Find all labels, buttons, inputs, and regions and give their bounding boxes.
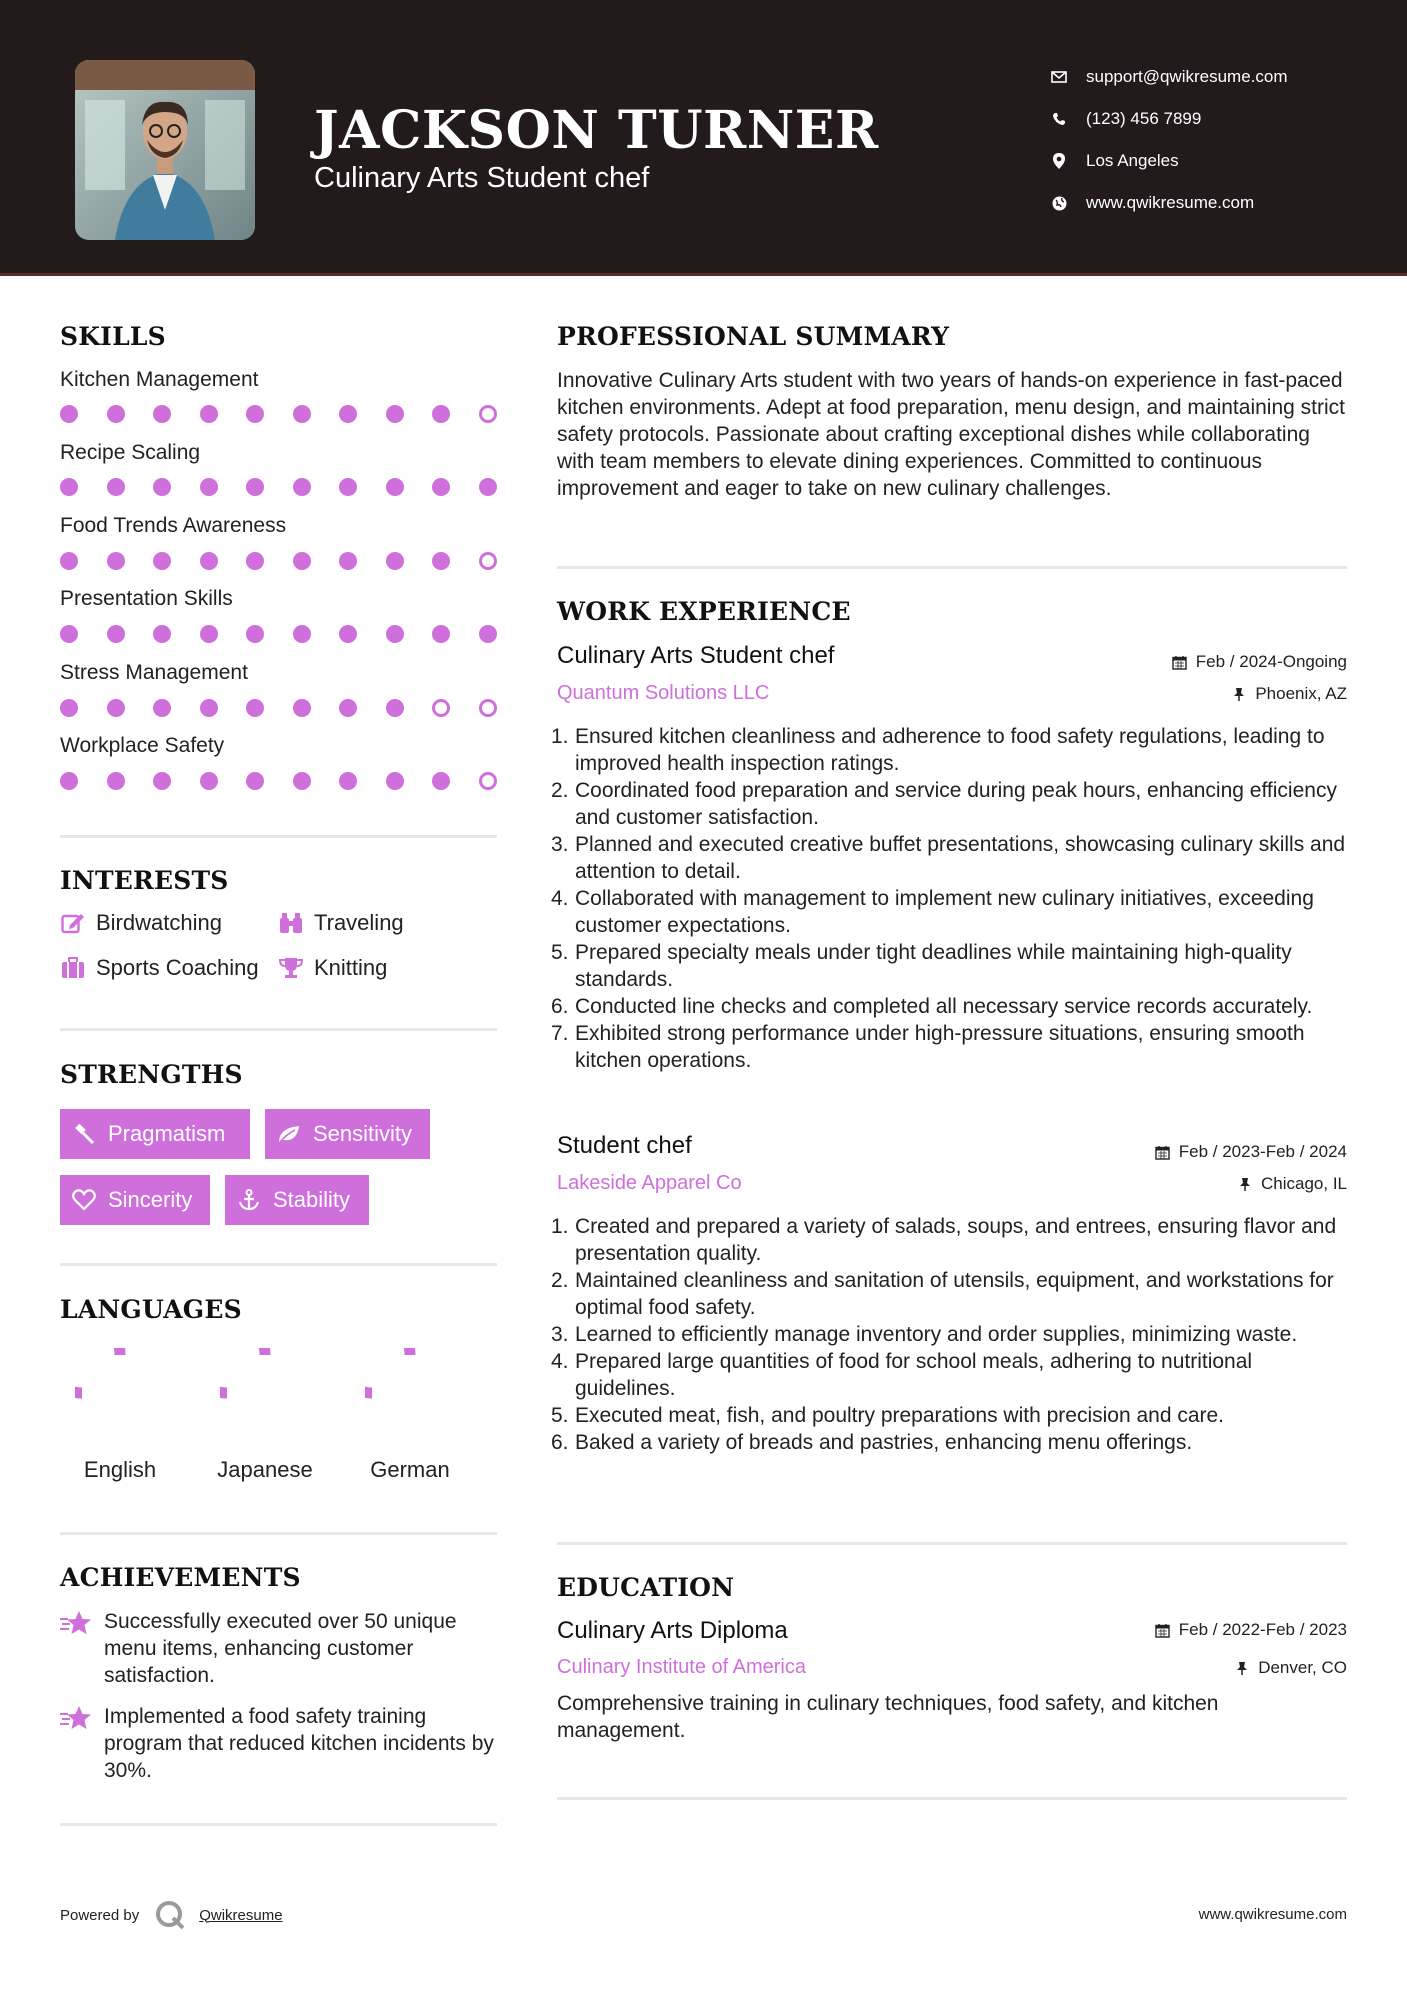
education-location <box>1234 1658 1347 1678</box>
bullet-number: 1. <box>551 1215 569 1238</box>
contact-phone[interactable] <box>1050 98 1390 140</box>
skill-dot-filled <box>200 699 218 717</box>
gavel-icon <box>72 1122 96 1146</box>
resume-header <box>0 0 1407 276</box>
skill-rating <box>60 552 500 572</box>
bullet-text: Planned and executed creative buffet presentations, showcasing culinary skills and attention to detail. <box>575 833 1346 883</box>
summary-text: Innovative Culinary Arts student with two years of hands-on experience in fast-paced kitchen environments. Adept at food preparation, menu design, and maintaining strict safety protocols. Passionate about crafting exceptional dishes while collaborating with team members to elevate dining experiences. Committed to continuous improvement and eager to take on new culinary challenges. <box>557 369 1345 500</box>
globe-icon <box>1050 194 1068 212</box>
skill-dot-filled <box>293 405 311 423</box>
skill-dot-filled <box>246 405 264 423</box>
skill-dot-filled <box>60 405 78 423</box>
skill-dot-filled <box>479 625 497 643</box>
bullet-number: 3. <box>551 1323 569 1346</box>
language-level-arc <box>220 1348 265 1393</box>
edit-icon <box>60 910 86 936</box>
strength-label: Pragmatism <box>108 1121 226 1146</box>
skill-rating <box>60 405 500 425</box>
contact-website-text: www.qwikresume.com <box>1086 193 1255 212</box>
job-bullet <box>551 1213 1352 1267</box>
education-dates <box>1155 1620 1347 1640</box>
binoculars-icon <box>278 910 304 936</box>
strength-label: Sincerity <box>108 1187 193 1212</box>
skill-dot-filled <box>153 552 171 570</box>
interest-item <box>60 910 222 936</box>
calendar-icon <box>1172 654 1188 670</box>
bullet-number: 6. <box>551 995 569 1018</box>
strength-tag <box>60 1109 250 1159</box>
skill-dot-filled <box>246 478 264 496</box>
education-description: Comprehensive training in culinary techniques, food safety, and kitchen management. <box>557 1692 1219 1742</box>
skill-dot-filled <box>432 478 450 496</box>
language-label: German <box>370 1457 450 1482</box>
job-bullet <box>551 885 1352 939</box>
bullet-text: Prepared large quantities of food for school meals, adhering to nutritional guidelines. <box>575 1350 1253 1400</box>
skill-dot-filled <box>293 625 311 643</box>
section-divider <box>60 1028 497 1031</box>
skill-dot-filled <box>293 478 311 496</box>
bullet-number: 4. <box>551 887 569 910</box>
skill-rating <box>60 625 500 645</box>
star-icon <box>60 1703 94 1784</box>
section-divider <box>60 1532 497 1535</box>
leaf-icon <box>277 1122 301 1146</box>
job-bullet <box>551 1267 1352 1321</box>
candidate-name: JACKSON TURNER <box>314 100 879 161</box>
skill-name: Recipe Scaling <box>60 441 201 464</box>
skill-dot-filled <box>200 405 218 423</box>
bullet-text: Baked a variety of breads and pastries, enhancing menu offerings. <box>575 1431 1193 1454</box>
strength-tag <box>265 1109 430 1159</box>
skill-dot-filled <box>60 772 78 790</box>
skill-name: Workplace Safety <box>60 734 225 757</box>
bullet-text: Executed meat, fish, and poultry preparations with precision and care. <box>575 1404 1225 1427</box>
anchor-icon <box>237 1188 261 1212</box>
skill-dot-filled <box>386 772 404 790</box>
achievement-text: Successfully executed over 50 unique menu items, enhancing customer satisfaction. <box>104 1610 457 1687</box>
interests-heading: INTERESTS <box>60 866 229 895</box>
job-bullets <box>551 1213 1352 1456</box>
job-bullet <box>551 1020 1352 1074</box>
job-bullet <box>551 831 1352 885</box>
skill-dot-filled <box>339 772 357 790</box>
skill-dot-filled <box>107 478 125 496</box>
skill-dot-filled <box>479 478 497 496</box>
interest-item <box>60 955 259 981</box>
calendar-icon <box>1155 1622 1171 1638</box>
bullet-number: 6. <box>551 1431 569 1454</box>
skills-heading: SKILLS <box>60 322 166 351</box>
language-label: Japanese <box>217 1457 313 1482</box>
job-dates-text: Feb / 2023-Feb / 2024 <box>1178 1142 1347 1161</box>
language-item <box>60 1348 180 1483</box>
skill-dot-filled <box>246 625 264 643</box>
interest-label: Knitting <box>314 955 388 980</box>
pushpin-icon <box>1231 686 1247 702</box>
skill-dot-filled <box>107 552 125 570</box>
skill-name: Stress Management <box>60 661 248 684</box>
skill-dot-filled <box>200 625 218 643</box>
skill-dot-filled <box>60 478 78 496</box>
skill-dot-filled <box>432 552 450 570</box>
job-location-text: Phoenix, AZ <box>1255 684 1347 703</box>
job-bullet <box>551 1429 1352 1456</box>
interest-item <box>278 955 387 981</box>
bullet-text: Ensured kitchen cleanliness and adherence to food safety regulations, leading to improved health inspection ratings. <box>575 725 1325 775</box>
skill-dot-empty <box>479 772 497 790</box>
skill-name: Presentation Skills <box>60 587 233 610</box>
achievements-heading: ACHIEVEMENTS <box>60 1563 301 1592</box>
section-divider <box>60 1823 497 1826</box>
envelope-icon <box>1050 68 1068 86</box>
bullet-text: Maintained cleanliness and sanitation of utensils, equipment, and workstations for optimal food safety. <box>575 1269 1334 1319</box>
skill-dot-filled <box>293 699 311 717</box>
profile-photo <box>75 60 255 240</box>
school-name: Culinary Institute of America <box>557 1656 806 1678</box>
skill-dot-filled <box>293 552 311 570</box>
skill-dot-filled <box>153 478 171 496</box>
skill-dot-empty <box>432 699 450 717</box>
language-ring <box>75 1348 165 1438</box>
job-bullets <box>551 723 1352 1074</box>
skill-dot-filled <box>107 625 125 643</box>
contact-list <box>1050 56 1390 224</box>
bullet-number: 2. <box>551 779 569 802</box>
skill-dot-filled <box>386 625 404 643</box>
job-dates <box>1172 652 1347 672</box>
language-item <box>205 1348 325 1483</box>
strength-tag <box>225 1175 369 1225</box>
skill-dot-filled <box>246 552 264 570</box>
bullet-text: Coordinated food preparation and service during peak hours, enhancing efficiency and customer satisfaction. <box>575 779 1337 829</box>
degree-title: Culinary Arts Diploma <box>557 1617 788 1644</box>
bullet-number: 7. <box>551 1022 569 1045</box>
language-level-arc <box>365 1348 410 1393</box>
achievement-item <box>60 1703 510 1784</box>
phone-icon <box>1050 110 1068 128</box>
skill-dot-filled <box>339 405 357 423</box>
skill-rating <box>60 478 500 498</box>
section-divider <box>557 566 1347 569</box>
skill-dot-filled <box>339 625 357 643</box>
contact-phone-text: (123) 456 7899 <box>1086 109 1202 128</box>
job-dates <box>1155 1142 1347 1162</box>
job-dates-text: Feb / 2024-Ongoing <box>1195 652 1347 671</box>
skill-dot-filled <box>339 552 357 570</box>
skill-dot-filled <box>153 772 171 790</box>
trophy-icon <box>278 955 304 981</box>
job-bullet <box>551 939 1352 993</box>
skill-dot-filled <box>386 552 404 570</box>
language-label: English <box>83 1457 157 1482</box>
job-title: Culinary Arts Student chef <box>557 642 835 669</box>
skill-dot-filled <box>386 478 404 496</box>
bullet-text: Exhibited strong performance under high-pressure situations, ensuring smooth kitchen operations. <box>575 1022 1305 1072</box>
bullet-text: Created and prepared a variety of salads, soups, and entrees, ensuring flavor and presentation quality. <box>575 1215 1337 1265</box>
interest-label: Traveling <box>314 910 404 935</box>
summary-heading: PROFESSIONAL SUMMARY <box>557 322 950 351</box>
contact-website[interactable] <box>1050 182 1390 224</box>
skill-dot-empty <box>479 405 497 423</box>
pushpin-icon <box>1237 1176 1253 1192</box>
candidate-title: Culinary Arts Student chef <box>314 162 650 194</box>
job-location-text: Chicago, IL <box>1261 1174 1347 1193</box>
bullet-number: 4. <box>551 1350 569 1373</box>
section-divider <box>60 835 497 838</box>
job-bullet <box>551 1402 1352 1429</box>
skill-dot-empty <box>479 552 497 570</box>
qwikresume-logo-icon <box>153 1898 187 1932</box>
footer-powered-by <box>60 1898 283 1932</box>
qwikresume-link[interactable]: Qwikresume <box>199 1906 283 1924</box>
bullet-text: Prepared specialty meals under tight deadlines while maintaining high-quality standards. <box>575 941 1292 991</box>
skill-dot-filled <box>107 405 125 423</box>
bullet-number: 2. <box>551 1269 569 1292</box>
skill-dot-filled <box>60 552 78 570</box>
job-bullet <box>551 723 1352 777</box>
job-bullet <box>551 993 1352 1020</box>
contact-email-text: support@qwikresume.com <box>1086 67 1288 86</box>
contact-location-text: Los Angeles <box>1086 151 1179 170</box>
skill-dot-filled <box>246 772 264 790</box>
section-divider <box>557 1797 1347 1800</box>
skill-dot-filled <box>200 552 218 570</box>
bullet-number: 3. <box>551 833 569 856</box>
job-bullet <box>551 1321 1352 1348</box>
skill-dot-filled <box>153 625 171 643</box>
skill-dot-filled <box>432 772 450 790</box>
skill-dot-filled <box>107 772 125 790</box>
strengths-heading: STRENGTHS <box>60 1060 243 1089</box>
skill-dot-filled <box>200 478 218 496</box>
pushpin-icon <box>1234 1660 1250 1676</box>
skill-dot-filled <box>339 478 357 496</box>
briefcase-icon <box>60 955 86 981</box>
bullet-text: Learned to efficiently manage inventory and order supplies, minimizing waste. <box>575 1323 1298 1346</box>
bullet-text: Conducted line checks and completed all necessary service records accurately. <box>575 995 1313 1018</box>
skill-rating <box>60 699 500 719</box>
education-dates-text: Feb / 2022-Feb / 2023 <box>1178 1620 1347 1639</box>
bullet-number: 5. <box>551 941 569 964</box>
experience-heading: WORK EXPERIENCE <box>557 597 851 626</box>
company-name: Lakeside Apparel Co <box>557 1172 742 1194</box>
skill-dot-filled <box>153 405 171 423</box>
education-heading: EDUCATION <box>557 1573 735 1602</box>
footer-website[interactable]: www.qwikresume.com <box>1198 1906 1347 1923</box>
skill-dot-empty <box>479 699 497 717</box>
job-location <box>1231 684 1347 704</box>
strength-label: Stability <box>273 1187 351 1212</box>
calendar-icon <box>1155 1144 1171 1160</box>
map-pin-icon <box>1050 152 1068 170</box>
job-location <box>1237 1174 1347 1194</box>
skill-name: Kitchen Management <box>60 368 259 391</box>
section-divider <box>557 1542 1347 1545</box>
job-title: Student chef <box>557 1132 692 1159</box>
skill-dot-filled <box>107 699 125 717</box>
job-bullet <box>551 1348 1352 1402</box>
section-divider <box>60 1263 497 1266</box>
skill-dot-filled <box>60 625 78 643</box>
interest-label: Birdwatching <box>96 910 222 935</box>
strength-label: Sensitivity <box>313 1121 413 1146</box>
bullet-number: 1. <box>551 725 569 748</box>
contact-email[interactable] <box>1050 56 1390 98</box>
interest-item <box>278 910 404 936</box>
skill-dot-filled <box>386 405 404 423</box>
skill-dot-filled <box>432 625 450 643</box>
skill-dot-filled <box>339 699 357 717</box>
language-level-arc <box>75 1348 120 1393</box>
contact-location <box>1050 140 1390 182</box>
achievement-item <box>60 1608 510 1689</box>
skill-dot-filled <box>293 772 311 790</box>
skill-name: Food Trends Awareness <box>60 514 287 537</box>
star-icon <box>60 1608 94 1689</box>
company-name: Quantum Solutions LLC <box>557 682 770 704</box>
language-ring <box>365 1348 455 1438</box>
languages-heading: LANGUAGES <box>60 1295 242 1324</box>
language-item <box>350 1348 470 1483</box>
skill-dot-filled <box>386 699 404 717</box>
interest-label: Sports Coaching <box>96 955 259 980</box>
heart-icon <box>72 1188 96 1212</box>
skill-dot-filled <box>200 772 218 790</box>
bullet-text: Collaborated with management to implement new culinary initiatives, exceeding customer expectations. <box>575 887 1314 937</box>
job-bullet <box>551 777 1352 831</box>
strength-tag <box>60 1175 210 1225</box>
skill-dot-filled <box>153 699 171 717</box>
skill-rating <box>60 772 500 792</box>
skill-dot-filled <box>246 699 264 717</box>
skill-dot-filled <box>432 405 450 423</box>
bullet-number: 5. <box>551 1404 569 1427</box>
skill-dot-filled <box>60 699 78 717</box>
language-ring <box>220 1348 310 1438</box>
achievement-text: Implemented a food safety training program that reduced kitchen incidents by 30%. <box>104 1705 494 1782</box>
powered-by-text: Powered by <box>60 1906 140 1924</box>
education-location-text: Denver, CO <box>1258 1658 1347 1677</box>
